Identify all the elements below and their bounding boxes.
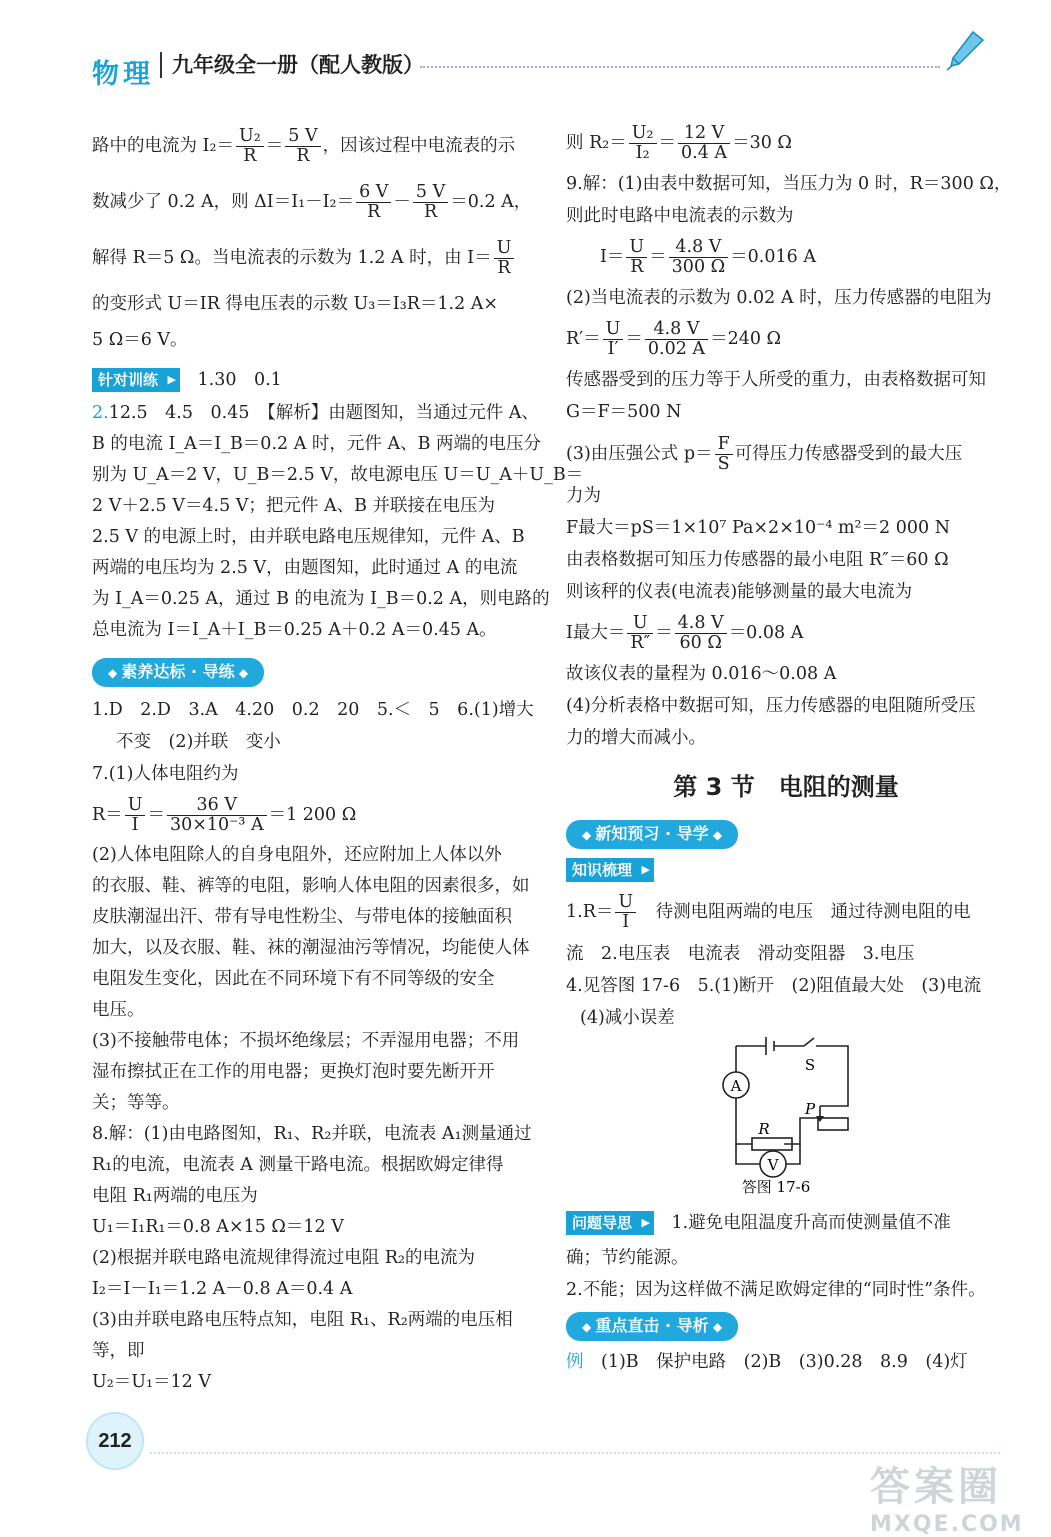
- text-line: U₁＝I₁R₁＝0.8 A×15 Ω＝12 V: [92, 1217, 344, 1237]
- text-line: 1.D 2.D 3.A 4.20 0.2 20 5.＜ 5 6.(1)增大: [92, 700, 534, 720]
- fraction: $\frac{U}{I}$: [125, 796, 146, 835]
- training-row: 针对训练 ▶ 1.30 0.1: [92, 362, 532, 398]
- text-line: 8.解：(1)由电路图知，R₁、R₂并联，电流表 A₁测量通过: [92, 1124, 532, 1144]
- text-line: 则该秤的仪表(电流表)能够测量的最大电流为: [566, 582, 913, 602]
- text-line: 不变 (2)并联 变小: [116, 732, 281, 752]
- text-line: 等，即: [92, 1341, 145, 1361]
- formula-line: 则 R₂＝ $\frac{\text{U₂}}{\text{I₂}}$ ＝ $\frac{12 V}{0.4 A}$ ＝30 Ω: [566, 123, 792, 163]
- watermark-line2: MXQE.COM: [870, 1512, 1024, 1537]
- text-line: G＝F＝500 N: [566, 402, 682, 422]
- watermark: [870, 1455, 1024, 1537]
- slider-label: P: [804, 1100, 816, 1118]
- text-line: 关；等等。: [92, 1093, 180, 1113]
- text-line: (3)不接触带电体；不损坏绝缘层；不弄湿用电器；不用: [92, 1031, 520, 1051]
- circuit-diagram: [566, 1034, 1006, 1196]
- text-line: 路中的电流为 I₂＝ $\frac{\text{U₂}}{R}$ ＝ $\frac{5 V}{R}$ ，因该过程中电流表的示: [92, 126, 516, 166]
- section-banner-row: [566, 814, 1006, 854]
- text-line: 5 Ω＝6 V。: [92, 330, 188, 350]
- section-banner-row: [92, 650, 532, 694]
- fraction: $\frac{4.8 V}{60 \Omega}$: [675, 614, 727, 653]
- fraction: $\frac{U}{I'}$: [603, 320, 624, 359]
- text-line: 2.5 V 的电源上时，由并联电路电压规律知，元件 A、B: [92, 527, 525, 547]
- text-line: 的变形式 U＝IR 得电压表的示数 U₃＝I₃R＝1.2 A×: [92, 294, 499, 314]
- formula-line: R＝ $\frac{U}{I}$ ＝ $\frac{36 V}{\text{30×10⁻³ A}}$ ＝1 200 Ω: [92, 795, 357, 835]
- text-line: 数减少了 0.2 A，则 ΔI＝I₁－I₂＝ $\frac{6 V}{R}$ － $\frac{5 V}{R}$ ＝0.2 A，: [92, 182, 532, 222]
- text-line: 4.见答图 17-6 5.(1)断开 (2)阻值最大处 (3)电流: [566, 976, 982, 996]
- text-line: 9.解：(1)由表中数据可知，当压力为 0 时，R＝300 Ω，: [566, 174, 1012, 194]
- subject-label: 物理: [92, 59, 154, 90]
- text-line: U₂＝U₁＝12 V: [92, 1372, 211, 1392]
- text-line: 确；节约能源。: [566, 1248, 689, 1268]
- text-line: 电阻发生变化，因此在不同环境下有不同等级的安全: [92, 969, 495, 989]
- text-line: (3)由并联电路电压特点知，电阻 R₁、R₂两端的电压相: [92, 1310, 513, 1330]
- text-line: 为 I_A＝0.25 A，通过 B 的电流为 I_B＝0.2 A，则电路的: [92, 589, 550, 609]
- example-label: 例: [566, 1352, 584, 1372]
- pen-icon: [945, 30, 985, 72]
- banner-preview: ◆ 新知预习 · 导学 ◆: [566, 820, 738, 849]
- text-line: 别为 U_A＝2 V，U_B＝2.5 V，故电源电压 U＝U_A＋U_B＝: [92, 465, 584, 485]
- formula-line: 1.R＝ $\frac{U}{I}$ 待测电阻两端的电压 通过待测电阻的电: [566, 892, 971, 932]
- text-line: (4)分析表格中数据可知，压力传感器的电阻随所受压: [566, 696, 976, 716]
- circuit-figure: [566, 1034, 1006, 1196]
- text-line: F最大＝pS＝1×10⁷ Pa×2×10⁻⁴ m²＝2 000 N: [566, 518, 951, 538]
- text-line: 7.(1)人体电阻约为: [92, 764, 239, 784]
- text-line: 的衣服、鞋、裤等的电阻，影响人体电阻的因素很多，如: [92, 876, 530, 896]
- knowledge-tag: 知识梳理 ▶: [566, 858, 654, 882]
- fraction: $\frac{6 V}{R}$: [356, 183, 391, 222]
- text-line: 2 V＋2.5 V＝4.5 V；把元件 A、B 并联接在电压为: [92, 496, 496, 516]
- section-title: 第 3 节 电阻的测量: [673, 773, 899, 801]
- fraction: $\frac{\text{U₂}}{R}$: [236, 127, 264, 166]
- fraction: $\frac{U}{R}$: [626, 238, 647, 277]
- fraction: $\frac{U}{R}$: [494, 239, 515, 278]
- text-line: 湿布擦拭正在工作的用电器；更换灯泡时要先断开开: [92, 1062, 495, 1082]
- question-tag: 问题导思 ▶: [566, 1211, 654, 1235]
- resistor-label: R: [758, 1120, 770, 1138]
- voltmeter-label: V: [767, 1156, 779, 1174]
- fraction: $\frac{4.8 V}{300 \Omega}$: [669, 238, 728, 277]
- fraction: $\frac{U}{I}$: [615, 893, 636, 932]
- text-line: (2)根据并联电路电流规律得流过电阻 R₂的电流为: [92, 1248, 476, 1268]
- ammeter-label: A: [730, 1077, 742, 1095]
- text-line: B 的电流 I_A＝I_B＝0.2 A 时，元件 A、B 两端的电压分: [92, 434, 542, 454]
- text-line: 2.不能；因为这样做不满足欧姆定律的“同时性”条件。: [566, 1280, 986, 1300]
- text-line: 解得 R＝5 Ω。当电流表的示数为 1.2 A 时，由 I＝ $\frac{U}{R}$: [92, 230, 532, 286]
- text-line: 电阻 R₁两端的电压为: [92, 1186, 258, 1206]
- text-line: 例 (1)B 保护电路 (2)B (3)0.28 8.9 (4)灯: [566, 1352, 968, 1372]
- formula-line: (3)由压强公式 p＝ $\frac{F}{S}$ 可得压力传感器受到的最大压: [566, 434, 963, 474]
- fraction: $\frac{\text{U₂}}{\text{I₂}}$: [629, 124, 657, 163]
- text-line: 传感器受到的压力等于人所受的重力，由表格数据可知: [566, 370, 986, 390]
- text-line: 皮肤潮湿出汗、带有导电性粉尘、与带电体的接触面积: [92, 907, 512, 927]
- text-line: 力为: [566, 486, 601, 506]
- footer-rule: [150, 1452, 1000, 1454]
- right-column: [566, 118, 1012, 1378]
- text-line: R₁的电流，电流表 A 测量干路电流。根据欧姆定律得: [92, 1155, 504, 1175]
- text-line: 问题导思 ▶ 1.避免电阻温度升高而使测量值不准: [566, 1204, 1006, 1242]
- text-line: 则此时电路中电流表的示数为: [566, 206, 794, 226]
- fraction: $\frac{U}{R''}$: [627, 614, 653, 653]
- fraction: $\frac{12 V}{0.4 A}$: [678, 124, 730, 163]
- page-header: [0, 0, 1051, 90]
- training-tag: 针对训练 ▶: [92, 368, 180, 392]
- text-line: 两端的电压均为 2.5 V，由题图知，此时通过 A 的电流: [92, 558, 518, 578]
- text-line: 流 2.电压表 电流表 滑动变阻器 3.电压: [566, 944, 915, 964]
- page-number: 212: [86, 1412, 144, 1470]
- formula-line: R′＝ $\frac{U}{I'}$ ＝ $\frac{4.8 V}{0.02 A}$ ＝240 Ω: [566, 319, 782, 359]
- grade-label: 九年级全一册（配人教版）: [160, 52, 424, 78]
- text-line: 故该仪表的量程为 0.016～0.08 A: [566, 664, 837, 684]
- fraction: $\frac{4.8 V}{0.02 A}$: [645, 320, 708, 359]
- text-line: 由表格数据可知压力传感器的最小电阻 R″＝60 Ω: [566, 550, 949, 570]
- formula-line: I最大＝ $\frac{U}{R''}$ ＝ $\frac{4.8 V}{60 \Omega}$ ＝0.08 A: [566, 613, 804, 653]
- header-rule: [420, 66, 940, 68]
- knowledge-tag-row: [566, 854, 1006, 886]
- text-line: (2)人体电阻除人的自身电阻外，还应附加上人体以外: [92, 845, 502, 865]
- text-line: (2)当电流表的示数为 0.02 A 时，压力传感器的电阻为: [566, 288, 992, 308]
- fraction: $\frac{5 V}{R}$: [285, 127, 320, 166]
- banner-focus: ◆ 重点直击 · 导析 ◆: [566, 1312, 738, 1341]
- formula-line: I＝ $\frac{U}{R}$ ＝ $\frac{4.8 V}{300 \Omega}$ ＝0.016 A: [600, 237, 816, 277]
- figure-caption: 答图 17-6: [741, 1178, 811, 1196]
- watermark-line1: 答案圈: [870, 1464, 1002, 1510]
- text-line: 力的增大而减小。: [566, 728, 706, 748]
- banner-practice: ◆ 素养达标 · 导练 ◆: [92, 658, 264, 687]
- section-banner-row: [566, 1306, 1006, 1346]
- fraction: $\frac{F}{S}$: [715, 435, 733, 474]
- text-line: (4)减小误差: [580, 1008, 675, 1028]
- switch-label: S: [804, 1056, 816, 1074]
- text-line: 电压。: [92, 1000, 145, 1020]
- text-line: 2.12.5 4.5 0.45 【解析】由题图知，当通过元件 A、: [92, 403, 539, 423]
- fraction: $\frac{36 V}{\text{30×10⁻³ A}}$: [167, 796, 267, 835]
- text-line: 总电流为 I＝I_A＋I_B＝0.25 A＋0.2 A＝0.45 A。: [92, 620, 497, 640]
- text-line: I₂＝I－I₁＝1.2 A－0.8 A＝0.4 A: [92, 1279, 353, 1299]
- text-line: 加大，以及衣服、鞋、袜的潮湿油污等情况，均能使人体: [92, 938, 530, 958]
- fraction: $\frac{5 V}{R}$: [413, 183, 448, 222]
